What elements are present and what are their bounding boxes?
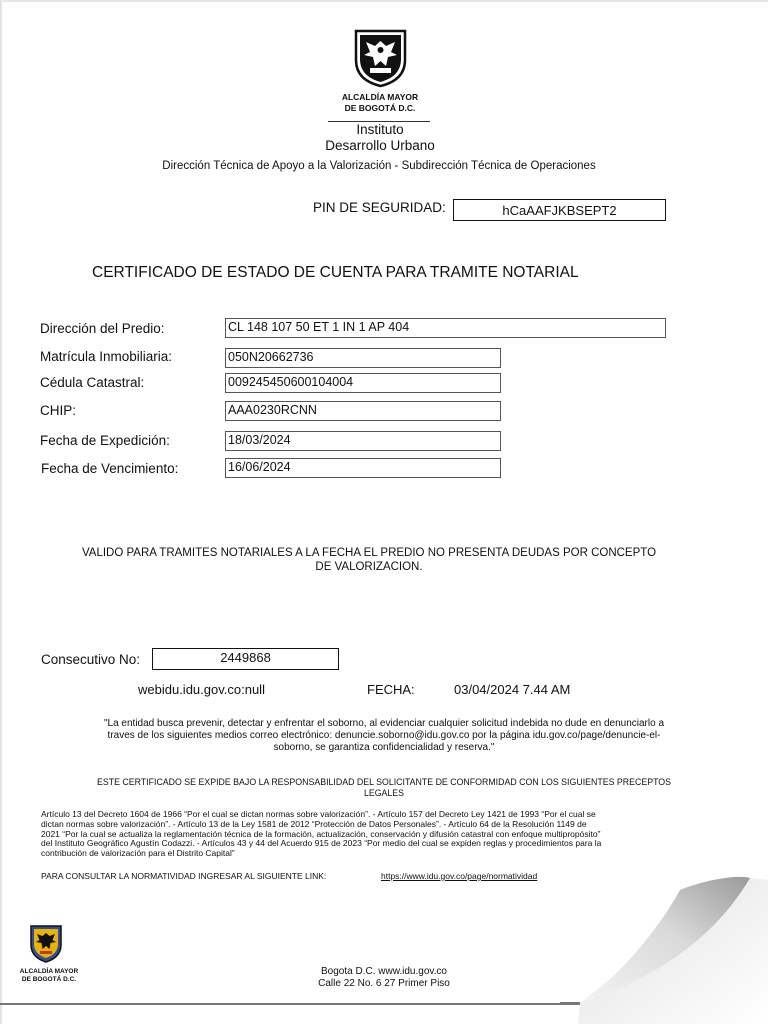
date-value: 03/04/2024 7.44 AM [454, 682, 571, 697]
page-curl [560, 870, 768, 1024]
field-value-cadastral: 009245450600104004 [225, 373, 501, 393]
footer-org-name [10, 968, 88, 984]
footer-address-line1: Bogota D.C. www.idu.gov.co [321, 966, 447, 977]
legal-line: dictan normas sobre valorización”. - Artículo 13 de la Ley 1581 de 2012 “Protección de Datos Personales”. - Artículo 64 de la Resolución 1149 de [41, 818, 587, 829]
field-label-issue-date: Fecha de Expedición: [40, 433, 170, 448]
field-label-registration: Matrícula Inmobiliaria: [40, 349, 173, 364]
validity-line1: VALIDO PARA TRAMITES NOTARIALES A LA FECHA EL PREDIO NO PRESENTA DEUDAS POR CONCEPTO [81, 547, 657, 559]
legal-line: 2021 “Por la cual se actualiza la reglamentación técnica de la formación, actualización, conservación y difusión catastral con enfoque multipropósito” [41, 828, 601, 839]
footer-org-line1: ALCALDÍA MAYOR [19, 968, 79, 975]
anticorruption-line2: traves de los siguientes medios correo electrónico: denuncie.soborno@idu.gov.co por la página idu.gov.co/page/denuncie-el- [107, 730, 661, 741]
normativity-link[interactable]: https://www.idu.gov.co/page/normatividad [381, 871, 538, 881]
institute-line2: Desarrollo Urbano [325, 138, 435, 153]
field-value-expiry-date: 16/06/2024 [225, 458, 501, 478]
date-label: FECHA: [367, 682, 415, 697]
field-value-chip: AAA0230RCNN [225, 401, 501, 421]
legal-text [41, 810, 731, 859]
header-org-name [300, 92, 460, 114]
field-label-cadastral: Cédula Catastral: [40, 375, 145, 390]
header-org-line2: DE BOGOTÁ D.C. [344, 103, 416, 113]
header-org-line1: ALCALDÍA MAYOR [341, 92, 419, 102]
consecutive-value: 2449868 [152, 648, 339, 670]
legal-line: del Instituto Geográfico Agustín Codazzi. - Artículos 43 y 44 del Acuerdo 915 de 2023 “Por medio del cual se expiden reglas y procedimientos para la [41, 838, 602, 849]
field-label-address: Dirección del Predio: [40, 321, 165, 336]
pin-label: PIN DE SEGURIDAD: [313, 200, 446, 215]
footer-coat-of-arms-logo [29, 924, 63, 964]
anticorruption-line1: "La entidad busca prevenir, detectar y enfrentar el soborno, al evidenciar cualquier solicitud indebida no dude en denunciarlo a [103, 718, 665, 729]
page-left-edge [0, 0, 3, 1024]
validity-line2: DE VALORIZACION. [315, 561, 423, 573]
responsibility-statement [20, 777, 748, 799]
legal-line: contribución de valorización para el Distrito Capital” [41, 848, 235, 859]
footer-address-line2: Calle 22 No. 6 27 Primer Piso [318, 978, 450, 989]
page-bottom-edge [0, 1003, 580, 1005]
anticorruption-notice [20, 718, 748, 754]
normativity-label: PARA CONSULTAR LA NORMATIVIDAD INGRESAR AL SIGUIENTE LINK: [41, 871, 327, 881]
institute-name [280, 122, 480, 154]
department-name: Dirección Técnica de Apoyo a la Valorización - Subdirección Técnica de Operaciones [162, 160, 596, 172]
consecutive-label: Consecutivo No: [41, 652, 141, 667]
certificate-title: CERTIFICADO DE ESTADO DE CUENTA PARA TRAMITE NOTARIAL [92, 264, 579, 281]
pin-value: hCaAAFJKBSEPT2 [453, 199, 666, 221]
coat-of-arms-logo [353, 28, 408, 88]
field-label-chip: CHIP: [40, 403, 77, 418]
field-value-issue-date: 18/03/2024 [225, 431, 501, 451]
field-value-address: CL 148 107 50 ET 1 IN 1 AP 404 [225, 318, 666, 338]
anticorruption-line3: soborno, se garantiza confidencialidad y reserva." [273, 742, 495, 753]
legal-line: Artículo 13 del Decreto 1604 de 1966 “Por el cual se dictan normas sobre valorización”. - Artículo 157 del Decreto Ley 1421 de 1993 “Por el cual se [41, 809, 596, 819]
page-top-edge [0, 0, 768, 2]
footer-org-line2: DE BOGOTÁ D.C. [21, 976, 77, 983]
responsibility-line2: LEGALES [363, 788, 405, 798]
field-value-registration: 050N20662736 [225, 348, 501, 368]
field-label-expiry-date: Fecha de Vencimiento: [41, 461, 179, 476]
footer-address [274, 966, 494, 990]
responsibility-line1: ESTE CERTIFICADO SE EXPIDE BAJO LA RESPONSABILIDAD DEL SOLICITANTE DE CONFORMIDAD CON LOS SIGUIENTES PRECEPTOS [96, 777, 672, 787]
validity-statement [30, 546, 708, 574]
institute-line1: Instituto [356, 122, 404, 137]
source-url: webidu.idu.gov.co:null [138, 682, 265, 697]
